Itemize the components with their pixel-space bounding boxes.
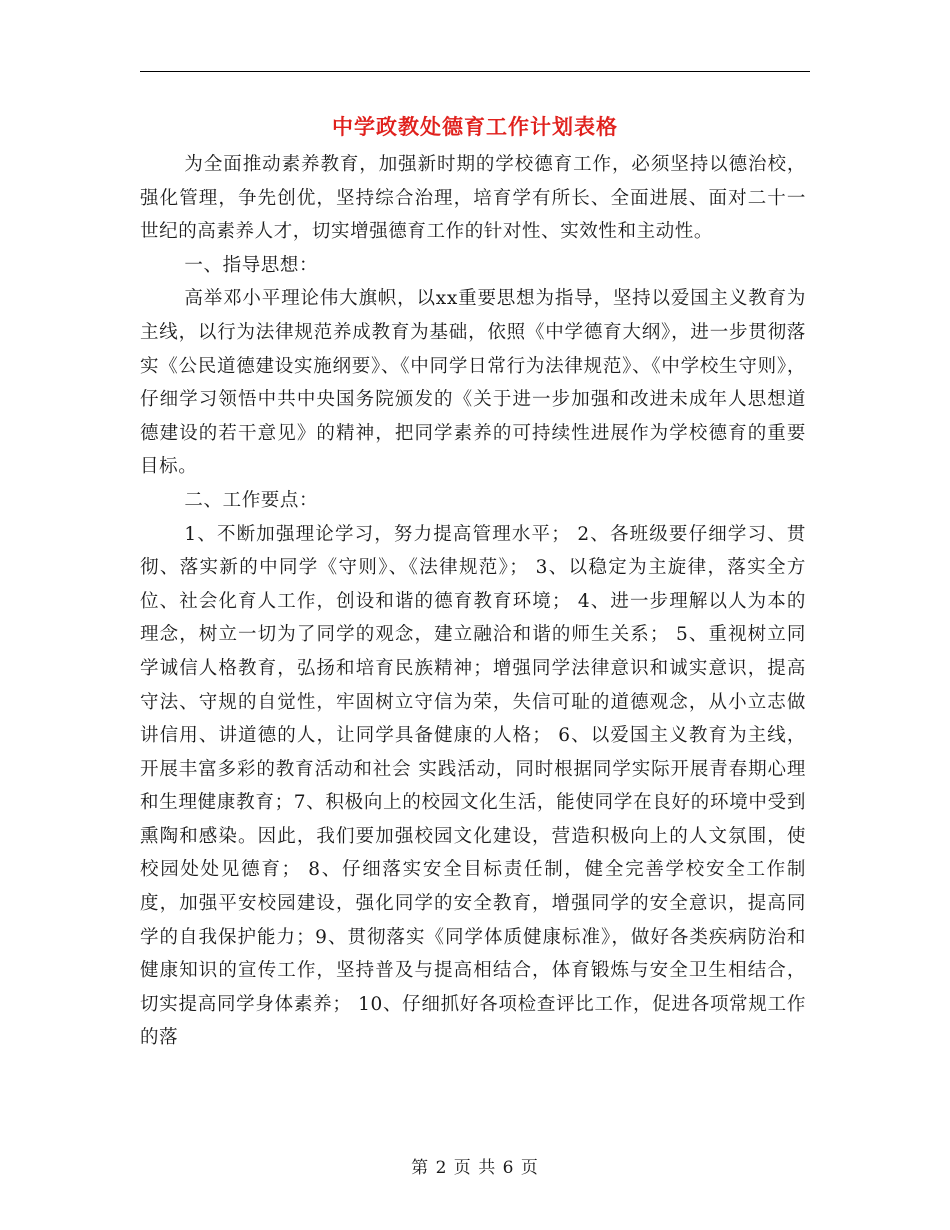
section-heading-work-points: 二、工作要点： [184, 489, 319, 511]
work-points-paragraph: 1、不断加强理论学习，努力提高管理水平； 2、各班级要仔细学习、贯彻、落实新的中同学《守则》、《法律规范》； 3、以稳定为主旋律，落实全方位、社会化育人工作，创设和谐的德育教育环境； 4、进一步理解以人为本的理念，树立一切为了同学的观念，建立融洽和谐的师生关系； 5、重视树立同学诚信人格教育，弘扬和培育民族精神；增强同学法律意识和诚实意识，提高守法、守规的自觉性，牢固树立守信为荣，失信可耻的道德观念，从小立志做讲信用、讲道德的人，让同学具备健康的人格； 6、以爱国主义教育为主线，开展丰富多彩的教育活动和社会 实践活动，同时根据同学实际开展青春期心理和生理健康教育；7、积极向上的校园文化生活，能使同学在良好的环境中受到熏陶和感染。因此，我们要加强校园文化建设，营造积极向上的人文氛围，使校园处处见德育； 8、仔细落实安全目标责任制，健全完善学校安全工作制度，加强平安校园建设，强化同学的安全教育，增强同学的安全意识，提高同学的自我保护能力；9、贯彻落实《同学体质健康标准》，做好各类疾病防治和健康知识的宣传工作，坚持普及与提高相结合，体育锻炼与安全卫生相结合，切实提高同学身体素养； 10、仔细抓好各项检查评比工作，促进各项常规工作的落 [140, 523, 806, 1049]
guiding-thought-paragraph: 高举邓小平理论伟大旗帜，以xx重要思想为指导，坚持以爱国主义教育为主线，以行为法律规范养成教育为基础，依照《中学德育大纲》，进一步贯彻落实《公民道德建设实施纲要》、《中同学日常行为法律规范》、《中学校生守则》，仔细学习领悟中共中央国务院颁发的《关于进一步加强和改进未成年人思想道德建设的若干意见》的精神，把同学素养的可持续性进展作为学校德育的重要目标。 [140, 288, 806, 478]
header-rule [140, 71, 810, 72]
intro-paragraph: 为全面推动素养教育，加强新时期的学校德育工作，必须坚持以德治校，强化管理，争先创优，坚持综合治理，培育学有所长、全面进展、面对二十一世纪的高素养人才，切实增强德育工作的针对性、实效性和主动性。 [140, 154, 806, 243]
section-heading-guiding-thought: 一、指导思想： [184, 254, 319, 276]
document-body [140, 148, 806, 1055]
page-number-footer: 第 2 页 共 6 页 [411, 1158, 539, 1178]
document-title: 中学政教处德育工作计划表格 [332, 114, 618, 139]
